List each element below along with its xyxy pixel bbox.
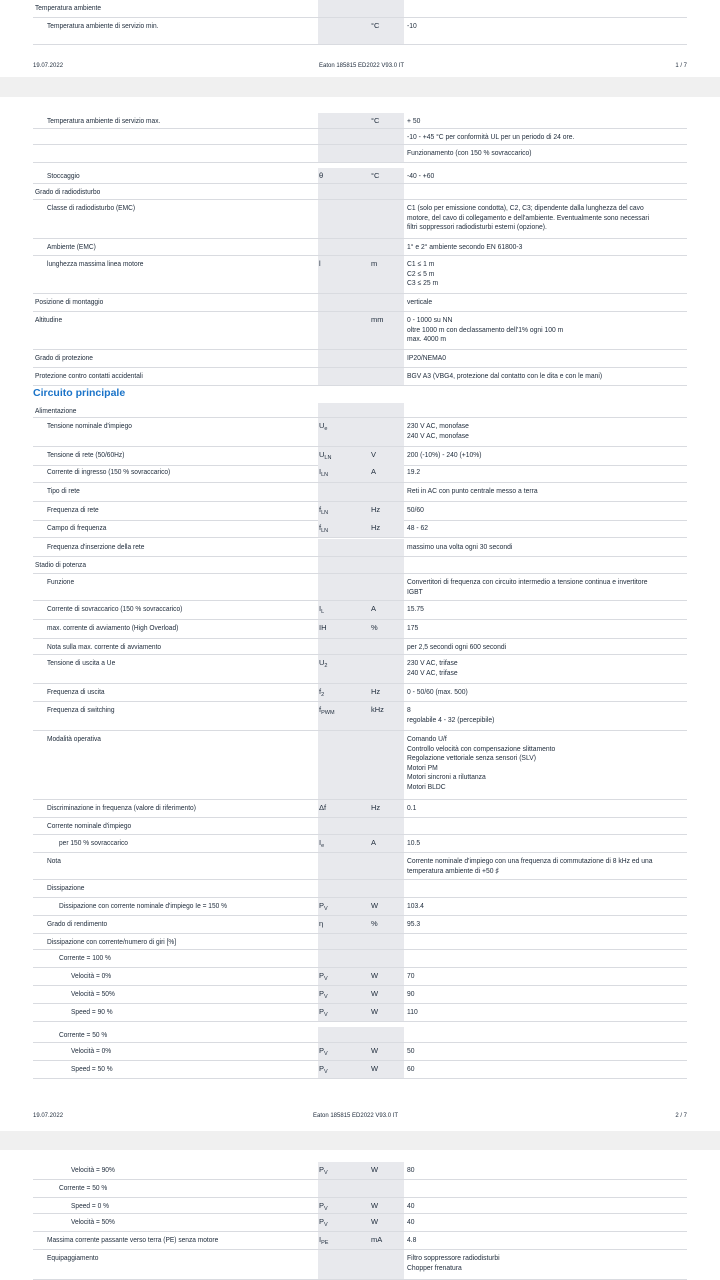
spec-row	[0, 403, 720, 418]
spec-unit: W	[371, 1165, 379, 1174]
spec-row	[0, 574, 720, 601]
spec-label: Posizione di montaggio	[35, 297, 104, 306]
spec-label: Frequenza d'inserzione della rete	[47, 542, 145, 551]
spec-row	[0, 129, 720, 145]
symbol-column-shade	[318, 1061, 404, 1079]
spec-label: Funzione	[47, 577, 75, 586]
spec-label: Massima corrente passante verso terra (PE) senza motore	[47, 1235, 219, 1244]
spec-label: max. corrente di avviamento (High Overload)	[47, 623, 179, 632]
spec-label: Nota sulla max. corrente di avviamento	[47, 642, 162, 651]
spec-value: BGV A3 (VBG4, protezione dal contatto con le dita e con le mani)	[407, 371, 603, 380]
spec-row	[0, 18, 720, 45]
symbol-column-shade	[318, 312, 404, 350]
spec-value: 0 - 1000 su NN oltre 1000 m con declassamento dell'1% ogni 100 m max. 4000 m	[407, 315, 564, 343]
spec-row	[0, 1027, 720, 1043]
spec-row	[0, 464, 720, 483]
symbol-column-shade	[318, 916, 404, 934]
spec-label: Speed = 90 %	[71, 1007, 113, 1016]
spec-unit: Hz	[371, 505, 381, 514]
spec-row	[0, 916, 720, 934]
spec-value: 50	[407, 1046, 415, 1055]
row-divider	[33, 44, 687, 45]
symbol-column-shade	[318, 853, 404, 880]
spec-unit: mA	[371, 1235, 383, 1244]
spec-symbol: $f_{LN}$	[319, 505, 329, 516]
spec-value: 0 - 50/60 (max. 500)	[407, 687, 468, 696]
spec-label: Corrente = 50 %	[59, 1183, 108, 1192]
symbol-column-shade	[318, 1214, 404, 1232]
spec-row	[0, 1232, 720, 1250]
spec-row	[0, 483, 720, 502]
spec-value: 0.1	[407, 803, 417, 812]
footer-document: Eaton 185815 ED2022 V93.0 IT	[313, 1113, 399, 1119]
symbol-column-shade	[318, 835, 404, 853]
spec-value: 10.5	[407, 838, 421, 847]
symbol-column-shade	[318, 1043, 404, 1061]
symbol-column-shade	[318, 113, 404, 129]
spec-unit: W	[371, 971, 379, 980]
spec-row	[0, 986, 720, 1004]
spec-label: Corrente di ingresso (150 % sovraccarico)	[47, 467, 171, 476]
spec-value: 200 (-10%) - 240 (+10%)	[407, 450, 482, 459]
symbol-column-shade	[318, 986, 404, 1004]
spec-label: Stoccaggio	[47, 171, 80, 180]
symbol-column-shade	[318, 129, 404, 145]
symbol-column-shade	[318, 1232, 404, 1250]
symbol-column-shade	[318, 934, 404, 950]
spec-label: Protezione contro contatti accidentali	[35, 371, 143, 380]
spec-label: Temperatura ambiente di servizio max.	[47, 116, 161, 125]
symbol-column-shade	[318, 502, 404, 521]
symbol-column-shade	[318, 418, 404, 447]
spec-label: Grado di rendimento	[47, 919, 108, 928]
spec-unit: W	[371, 1217, 379, 1226]
spec-unit: W	[371, 989, 379, 998]
spec-label: Velocità = 50%	[71, 1217, 115, 1226]
spec-label: Speed = 0 %	[71, 1201, 109, 1210]
spec-symbol: $I_{LN}$	[319, 467, 329, 478]
spec-unit: W	[371, 1201, 379, 1210]
symbol-column-shade	[318, 731, 404, 800]
symbol-column-shade	[318, 403, 404, 418]
spec-label: Frequenza di uscita	[47, 687, 105, 696]
spec-value: -10	[407, 21, 417, 30]
spec-unit: W	[371, 1007, 379, 1016]
spec-row	[0, 835, 720, 853]
spec-unit: %	[371, 623, 378, 632]
spec-unit: Hz	[371, 803, 381, 812]
spec-row	[0, 1214, 720, 1232]
footer-document: Eaton 185815 ED2022 V93.0 IT	[319, 63, 405, 69]
symbol-column-shade	[318, 1027, 404, 1043]
spec-value: 50/60	[407, 505, 424, 514]
spec-row	[0, 639, 720, 655]
page-1	[0, 0, 720, 77]
symbol-column-shade	[318, 145, 404, 163]
spec-row	[0, 702, 720, 731]
symbol-column-shade	[318, 880, 404, 898]
spec-value: 110	[407, 1007, 418, 1016]
spec-row	[0, 200, 720, 239]
spec-row	[0, 557, 720, 574]
symbol-column-shade	[318, 294, 404, 312]
spec-unit: mm	[371, 315, 384, 324]
spec-row	[0, 684, 720, 702]
spec-row	[0, 655, 720, 684]
symbol-column-shade	[318, 0, 404, 18]
spec-value: 40	[407, 1217, 415, 1226]
spec-unit: A	[371, 604, 377, 613]
spec-value: 40	[407, 1201, 415, 1210]
spec-symbol: $I_{PE}$	[319, 1235, 329, 1246]
spec-label: Ambiente (EMC)	[47, 242, 96, 251]
spec-label: Speed = 50 %	[71, 1064, 113, 1073]
spec-row	[0, 880, 720, 898]
spec-label: Tensione di uscita a Ue	[47, 658, 116, 667]
spec-value: verticale	[407, 297, 433, 306]
spec-label: Frequenza di rete	[47, 505, 99, 514]
spec-value: C1 ≤ 1 m C2 ≤ 5 m C3 ≤ 25 m	[407, 259, 439, 287]
spec-unit: %	[371, 919, 378, 928]
spec-label: Corrente = 100 %	[59, 953, 111, 962]
spec-row	[0, 800, 720, 818]
spec-label: Modalità operativa	[47, 734, 101, 743]
section-heading-row	[0, 386, 720, 400]
spec-value: 4.8	[407, 1235, 417, 1244]
spec-unit: m	[371, 259, 378, 268]
footer-date: 19.07.2022	[33, 1113, 64, 1119]
symbol-column-shade	[318, 655, 404, 684]
spec-value: 230 V AC, trifase 240 V AC, trifase	[407, 658, 458, 677]
spec-row	[0, 934, 720, 950]
spec-unit: A	[371, 467, 377, 476]
spec-label: Corrente nominale d'impiego	[47, 821, 132, 830]
spec-label: Temperatura ambiente di servizio min.	[47, 21, 159, 30]
symbol-column-shade	[318, 1162, 404, 1180]
spec-row	[0, 620, 720, 639]
symbol-column-shade	[318, 574, 404, 601]
spec-symbol: $I_e$	[319, 838, 325, 849]
spec-row	[0, 1198, 720, 1214]
spec-row	[0, 312, 720, 350]
spec-symbol: $P_V$	[319, 1165, 328, 1176]
spec-label: Velocità = 0%	[71, 971, 112, 980]
spec-row	[0, 145, 720, 163]
symbol-column-shade	[318, 483, 404, 502]
spec-label: Velocità = 0%	[71, 1046, 112, 1055]
spec-label: per 150 % sovraccarico	[59, 838, 128, 847]
spec-row	[0, 731, 720, 800]
spec-label: Grado di radiodisturbo	[35, 187, 101, 196]
spec-symbol: η	[319, 919, 324, 928]
spec-symbol: $I_L$	[319, 604, 325, 615]
spec-row	[0, 184, 720, 200]
spec-label: Temperatura ambiente	[35, 3, 102, 12]
spec-label: Stadio di potenza	[35, 560, 87, 569]
spec-row	[0, 1004, 720, 1022]
spec-row	[0, 350, 720, 368]
page-3	[0, 1150, 720, 1280]
spec-symbol: $P_V$	[319, 1046, 328, 1057]
spec-symbol: $P_V$	[319, 989, 328, 1000]
spec-row	[0, 950, 720, 968]
spec-label: Dissipazione	[47, 883, 85, 892]
spec-value: -10 - +45 °C per conformità UL per un periodo di 24 ore.	[407, 132, 575, 141]
spec-value: Corrente nominale d'impiego con una frequenza di commutazione di 8 kHz ed una temperatura ambiente di +50 ♯	[407, 856, 653, 875]
spec-symbol: $P_V$	[319, 1064, 328, 1075]
spec-row	[0, 1250, 720, 1280]
spec-label: Grado di protezione	[35, 353, 93, 362]
spec-row	[0, 520, 720, 538]
spec-unit: W	[371, 901, 379, 910]
spec-symbol: $U_2$	[319, 658, 328, 669]
spec-value: -40 - +60	[407, 171, 435, 180]
symbol-column-shade	[318, 639, 404, 655]
spec-value: 230 V AC, monofase 240 V AC, monofase	[407, 421, 469, 440]
spec-symbol: $P_V$	[319, 901, 328, 912]
symbol-column-shade	[318, 1198, 404, 1214]
spec-label: Corrente di sovraccarico (150 % sovraccarico)	[47, 604, 183, 613]
spec-row	[0, 968, 720, 986]
footer-page-number: 2 / 7	[675, 1113, 687, 1119]
spec-unit: °C	[371, 171, 380, 180]
spec-label: Frequenza di switching	[47, 705, 115, 714]
spec-symbol: $f_{LN}$	[319, 523, 329, 534]
spec-row	[0, 256, 720, 294]
spec-unit: V	[371, 450, 377, 459]
symbol-column-shade	[318, 1004, 404, 1022]
spec-value: 1° e 2° ambiente secondo EN 61800-3	[407, 242, 523, 251]
symbol-column-shade	[318, 601, 404, 620]
spec-symbol: $P_V$	[319, 971, 328, 982]
spec-unit: °C	[371, 116, 380, 125]
spec-value: IP20/NEMA0	[407, 353, 447, 362]
symbol-column-shade	[318, 18, 404, 45]
spec-value: per 2,5 secondi ogni 600 secondi	[407, 642, 507, 651]
spec-label: Velocità = 90%	[71, 1165, 115, 1174]
symbol-column-shade	[318, 557, 404, 574]
spec-label: Tensione di rete (50/60Hz)	[47, 450, 125, 459]
spec-unit: W	[371, 1064, 379, 1073]
symbol-column-shade	[318, 368, 404, 386]
spec-symbol: l	[319, 259, 321, 268]
spec-row	[0, 601, 720, 620]
spec-symbol: $P_V$	[319, 1217, 328, 1228]
spec-value: 60	[407, 1064, 415, 1073]
spec-unit: A	[371, 838, 377, 847]
spec-symbol: θ	[319, 171, 324, 180]
spec-value: 80	[407, 1165, 415, 1174]
spec-unit: Hz	[371, 687, 381, 696]
spec-row	[0, 0, 720, 18]
spec-label: Nota	[47, 856, 61, 865]
spec-label: Campo di frequenza	[47, 523, 107, 532]
spec-label: Velocità = 50%	[71, 989, 115, 998]
row-divider	[33, 537, 687, 538]
symbol-column-shade	[318, 168, 404, 184]
spec-unit: kHz	[371, 705, 384, 714]
spec-value: Filtro soppressore radiodisturbi Chopper frenatura	[407, 1253, 500, 1272]
spec-label: lunghezza massima linea motore	[47, 259, 144, 268]
spec-label: Tensione nominale d'impiego	[47, 421, 132, 430]
spec-value: Comando U/f Controllo velocità con compensazione slittamento Regolazione vettoriale senza sensori (SLV) Motori PM Motori sincroni a riluttanza Motori BLDC	[407, 734, 556, 791]
page-2	[0, 97, 720, 1131]
symbol-column-shade	[318, 1180, 404, 1198]
spec-label: Discriminazione in frequenza (valore di riferimento)	[47, 803, 196, 812]
spec-row	[0, 539, 720, 557]
spec-symbol: $P_V$	[319, 1201, 328, 1212]
spec-row	[0, 502, 720, 521]
symbol-column-shade	[318, 620, 404, 639]
spec-row	[0, 368, 720, 386]
spec-value: 19.2	[407, 467, 421, 476]
spec-value: massimo una volta ogni 30 secondi	[407, 542, 513, 551]
symbol-column-shade	[318, 968, 404, 986]
spec-label: Dissipazione con corrente nominale d'impiego Ie = 150 %	[59, 901, 228, 910]
spec-unit: Hz	[371, 523, 381, 532]
spec-label: Tipo di rete	[47, 486, 80, 495]
symbol-column-shade	[318, 898, 404, 916]
spec-label: Alimentazione	[35, 406, 77, 415]
symbol-column-shade	[318, 239, 404, 256]
spec-symbol: $U_e$	[319, 421, 328, 432]
spec-value: 90	[407, 989, 415, 998]
symbol-column-shade	[318, 818, 404, 835]
section-heading: Circuito principale	[33, 387, 126, 399]
spec-label: Equipaggiamento	[47, 1253, 99, 1262]
spec-value: 15.75	[407, 604, 424, 613]
spec-value: 48 - 62	[407, 523, 429, 532]
spec-value: 95.3	[407, 919, 421, 928]
spec-value: 8 regolabile 4 - 32 (percepibile)	[407, 705, 495, 724]
spec-value: + 50	[407, 116, 421, 125]
spec-value: Reti in AC con punto centrale messo a terra	[407, 486, 538, 495]
spec-unit: W	[371, 1046, 379, 1055]
spec-label: Altitudine	[35, 315, 63, 324]
spec-label: Dissipazione con corrente/numero di giri [%]	[47, 937, 177, 946]
spec-row	[0, 898, 720, 916]
spec-row	[0, 1043, 720, 1061]
row-divider	[33, 1078, 687, 1079]
symbol-column-shade	[318, 539, 404, 557]
spec-symbol: $P_V$	[319, 1007, 328, 1018]
spec-unit: °C	[371, 21, 380, 30]
spec-symbol: $f_2$	[319, 687, 325, 698]
row-divider	[33, 162, 687, 163]
spec-symbol: IH	[319, 623, 327, 632]
symbol-column-shade	[318, 200, 404, 239]
spec-row	[0, 239, 720, 256]
spec-label: Classe di radiodisturbo (EMC)	[47, 203, 136, 212]
spec-row	[0, 1162, 720, 1180]
symbol-column-shade	[318, 684, 404, 702]
footer-date: 19.07.2022	[33, 63, 64, 69]
spec-row	[0, 818, 720, 835]
spec-row	[0, 418, 720, 447]
spec-symbol: $f_{PWM}$	[319, 705, 335, 716]
symbol-column-shade	[318, 1250, 404, 1280]
symbol-column-shade	[318, 350, 404, 368]
spec-row	[0, 294, 720, 312]
symbol-column-shade	[318, 800, 404, 818]
spec-value: 175	[407, 623, 419, 632]
spec-value: C1 (solo per emissione condotta), C2, C3; dipendente dalla lunghezza del cavo motore, del cavo di collegamento e dell'ambiente. Eventualmente sono necessari filtri soppressori radiodisturbi esterni (opzione).	[407, 203, 650, 231]
spec-row	[0, 1180, 720, 1198]
symbol-column-shade	[318, 464, 404, 483]
spec-value: Convertitori di frequenza con circuito intermedio a tensione continua e invertitore IGBT	[407, 577, 648, 596]
spec-value: Funzionamento (con 150 % sovraccarico)	[407, 148, 532, 157]
spec-value: 70	[407, 971, 415, 980]
spec-label: Corrente = 50 %	[59, 1030, 108, 1039]
spec-symbol: $U_{LN}$	[319, 450, 332, 461]
symbol-column-shade	[318, 256, 404, 294]
symbol-column-shade	[318, 184, 404, 200]
footer-page-number: 1 / 7	[675, 63, 687, 69]
row-divider	[33, 1021, 687, 1022]
spec-row	[0, 853, 720, 880]
spec-row	[0, 1061, 720, 1079]
symbol-column-shade	[318, 520, 404, 538]
symbol-column-shade	[318, 950, 404, 968]
spec-symbol: Δf	[319, 803, 327, 812]
spec-value: 103.4	[407, 901, 424, 910]
spec-row	[0, 168, 720, 184]
spec-row	[0, 113, 720, 129]
